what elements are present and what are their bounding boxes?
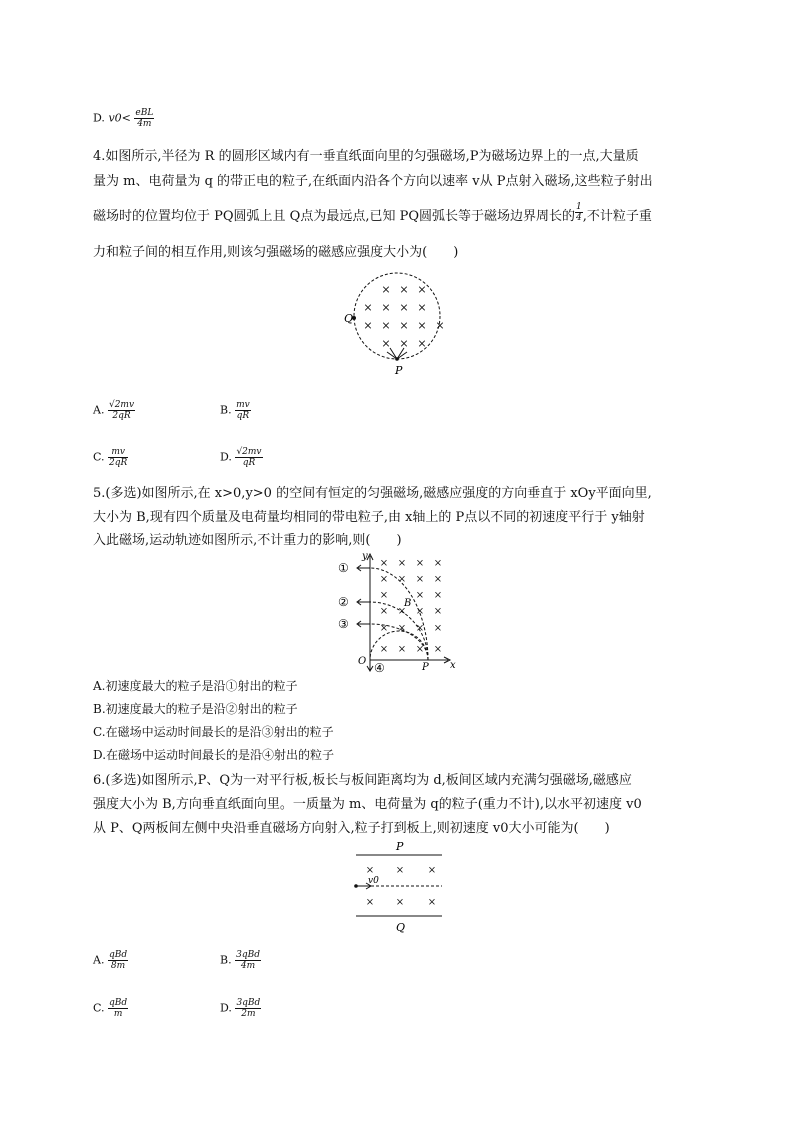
track-label-2: ② (338, 595, 349, 609)
svg-text:×: × (433, 606, 443, 617)
svg-text:×: × (397, 574, 407, 585)
svg-text:×: × (415, 606, 425, 617)
point-p-dot (395, 357, 399, 361)
field-mark: × (363, 301, 373, 314)
field-mark: × (381, 319, 391, 332)
field-mark: × (435, 319, 445, 332)
q4-line-2: 量为 m、电荷量为 q 的带正电的粒子,在纸面内沿各个方向以速率 v从 P点射入磁场,这些粒子射出 (93, 174, 653, 189)
q6-line-3: 从 P、Q两板间左侧中央沿垂直磁场方向射入,粒子打到板上,则初速度 v0大小可能为( ) (93, 821, 610, 836)
q4-line-1: 4.如图所示,半径为 R 的圆形区域内有一垂直纸面向里的匀强磁场,P为磁场边界上的一点,大量质 (93, 149, 639, 164)
q4-option-d[interactable]: D. $\frac{√2mv}{qR}$ (220, 447, 262, 468)
q6-option-d[interactable]: D. $\frac{\text{3qBd}}{2m}$ (220, 998, 261, 1019)
q4-fraction: $\frac{1}{4}$ (576, 202, 582, 223)
svg-text:×: × (379, 644, 389, 655)
svg-text:×: × (433, 623, 443, 634)
field-mark: × (399, 319, 409, 332)
option-fraction: $\frac{\text{qBd}}{8m}$ (108, 950, 128, 971)
q5-line-1: 5.(多选)如图所示,在 x>0,y>0 的空间有恒定的匀强磁场,磁感应强度的方向垂直于 xOy平面向里, (93, 486, 652, 501)
svg-text:×: × (379, 606, 389, 617)
plate-p-label: P (396, 840, 404, 853)
svg-text:×: × (427, 897, 437, 908)
q4-option-a[interactable]: A. $\frac{√2mv}{2qR}$ (93, 400, 135, 421)
svg-text:×: × (397, 558, 407, 569)
q5-option-d[interactable]: D.在磁场中运动时间最长的是沿④射出的粒子 (93, 748, 335, 762)
track-label-4: ④ (374, 661, 385, 674)
svg-text:×: × (397, 623, 407, 634)
svg-text:×: × (415, 574, 425, 585)
svg-text:×: × (395, 865, 405, 876)
q6-figure (350, 838, 450, 936)
option-fraction: $\frac{\text{qBd}}{m}$ (109, 998, 128, 1019)
plate-q-label: Q (396, 921, 406, 934)
svg-text:×: × (415, 644, 425, 655)
q6-option-c[interactable]: C. $\frac{\text{qBd}}{m}$ (93, 998, 128, 1019)
q5-option-b[interactable]: B.初速度最大的粒子是沿②射出的粒子 (93, 702, 298, 716)
field-mark: × (417, 301, 427, 314)
q5-option-c[interactable]: C.在磁场中运动时间最长的是沿③射出的粒子 (93, 725, 334, 739)
field-mark: × (417, 283, 427, 296)
q5-line-3: 入此磁场,运动轨迹如图所示,不计重力的影响,则( ) (93, 533, 402, 548)
svg-text:×: × (415, 623, 425, 634)
svg-text:×: × (365, 865, 375, 876)
svg-text:×: × (397, 644, 407, 655)
svg-text:×: × (415, 558, 425, 569)
q4-option-c[interactable]: C. $\frac{mv}{2qR}$ (93, 447, 128, 468)
q5-option-a[interactable]: A.初速度最大的粒子是沿①射出的粒子 (93, 679, 298, 693)
field-mark: × (399, 337, 409, 350)
svg-text:×: × (433, 644, 443, 655)
field-boundary-circle (354, 273, 440, 359)
option-label: D. (93, 111, 105, 125)
field-mark: × (381, 337, 391, 350)
field-mark: × (399, 283, 409, 296)
svg-text:×: × (433, 574, 443, 585)
svg-text:×: × (379, 558, 389, 569)
svg-text:×: × (379, 623, 389, 634)
q5-line-2: 大小为 B,现有四个质量及电荷量均相同的带电粒子,由 x轴上的 P点以不同的初速度平行于 y轴射 (93, 510, 645, 525)
option-expr: v0< (108, 111, 131, 125)
svg-text:×: × (415, 590, 425, 601)
option-fraction: $\frac{mv}{qR}$ (236, 400, 250, 421)
q6-line-1: 6.(多选)如图所示,P、Q为一对平行板,板长与板间距离均为 d,板间区域内充满匀强磁场,磁感应 (93, 773, 632, 788)
svg-text:×: × (433, 590, 443, 601)
v0-label: v0 (368, 876, 379, 886)
q6-option-a[interactable]: A. $\frac{\text{qBd}}{8m}$ (93, 950, 128, 971)
q6-option-b[interactable]: B. $\frac{\text{3qBd}}{4m}$ (220, 950, 260, 971)
option-fraction: $\frac{\text{3qBd}}{2m}$ (236, 998, 261, 1019)
label-q: Q (344, 312, 354, 325)
axis-y-label: y (362, 551, 368, 562)
q3-option-d[interactable] (93, 108, 154, 129)
field-mark: × (381, 301, 391, 314)
option-fraction: $\frac{\text{3qBd}}{4m}$ (236, 950, 260, 971)
point-p-label: P (422, 662, 429, 673)
svg-text:×: × (395, 897, 405, 908)
svg-text:×: × (379, 590, 389, 601)
svg-text:×: × (397, 606, 407, 617)
q4-figure (340, 268, 460, 378)
q4-line-3: 磁场时的位置均位于 PQ圆弧上且 Q点为最远点,已知 PQ圆弧长等于磁场边界周长的 $\frac{1}{4}$ ,不计粒子重 (93, 202, 652, 224)
field-mark: × (399, 301, 409, 314)
option-fraction: $\frac{\text{eBL}}{4m}$ (135, 108, 154, 129)
option-fraction: $\frac{√2mv}{qR}$ (236, 447, 262, 468)
field-mark: × (363, 319, 373, 332)
q6-line-2: 强度大小为 B,方向垂直纸面向里。一质量为 m、电荷量为 q的粒子(重力不计),以水平初速度 v0 (93, 797, 642, 812)
track-label-1: ① (338, 561, 349, 575)
q5-figure (334, 548, 464, 674)
svg-text:×: × (365, 897, 375, 908)
q4-option-b[interactable]: B. $\frac{mv}{qR}$ (220, 400, 250, 421)
option-fraction: $\frac{√2mv}{2qR}$ (108, 400, 135, 421)
svg-text:×: × (433, 558, 443, 569)
label-p: P (395, 364, 403, 377)
track-label-3: ③ (338, 617, 349, 631)
q4-line-4: 力和粒子间的相互作用,则该匀强磁场的磁感应强度大小为( ) (93, 245, 459, 260)
axis-x-label: x (450, 660, 456, 671)
svg-text:×: × (379, 574, 389, 585)
option-fraction: $\frac{mv}{2qR}$ (109, 447, 128, 468)
origin-label: O (358, 656, 367, 667)
field-b-label: B (404, 598, 412, 609)
svg-text:×: × (427, 865, 437, 876)
field-mark: × (417, 319, 427, 332)
field-mark: × (381, 283, 391, 296)
field-mark: × (417, 337, 427, 350)
